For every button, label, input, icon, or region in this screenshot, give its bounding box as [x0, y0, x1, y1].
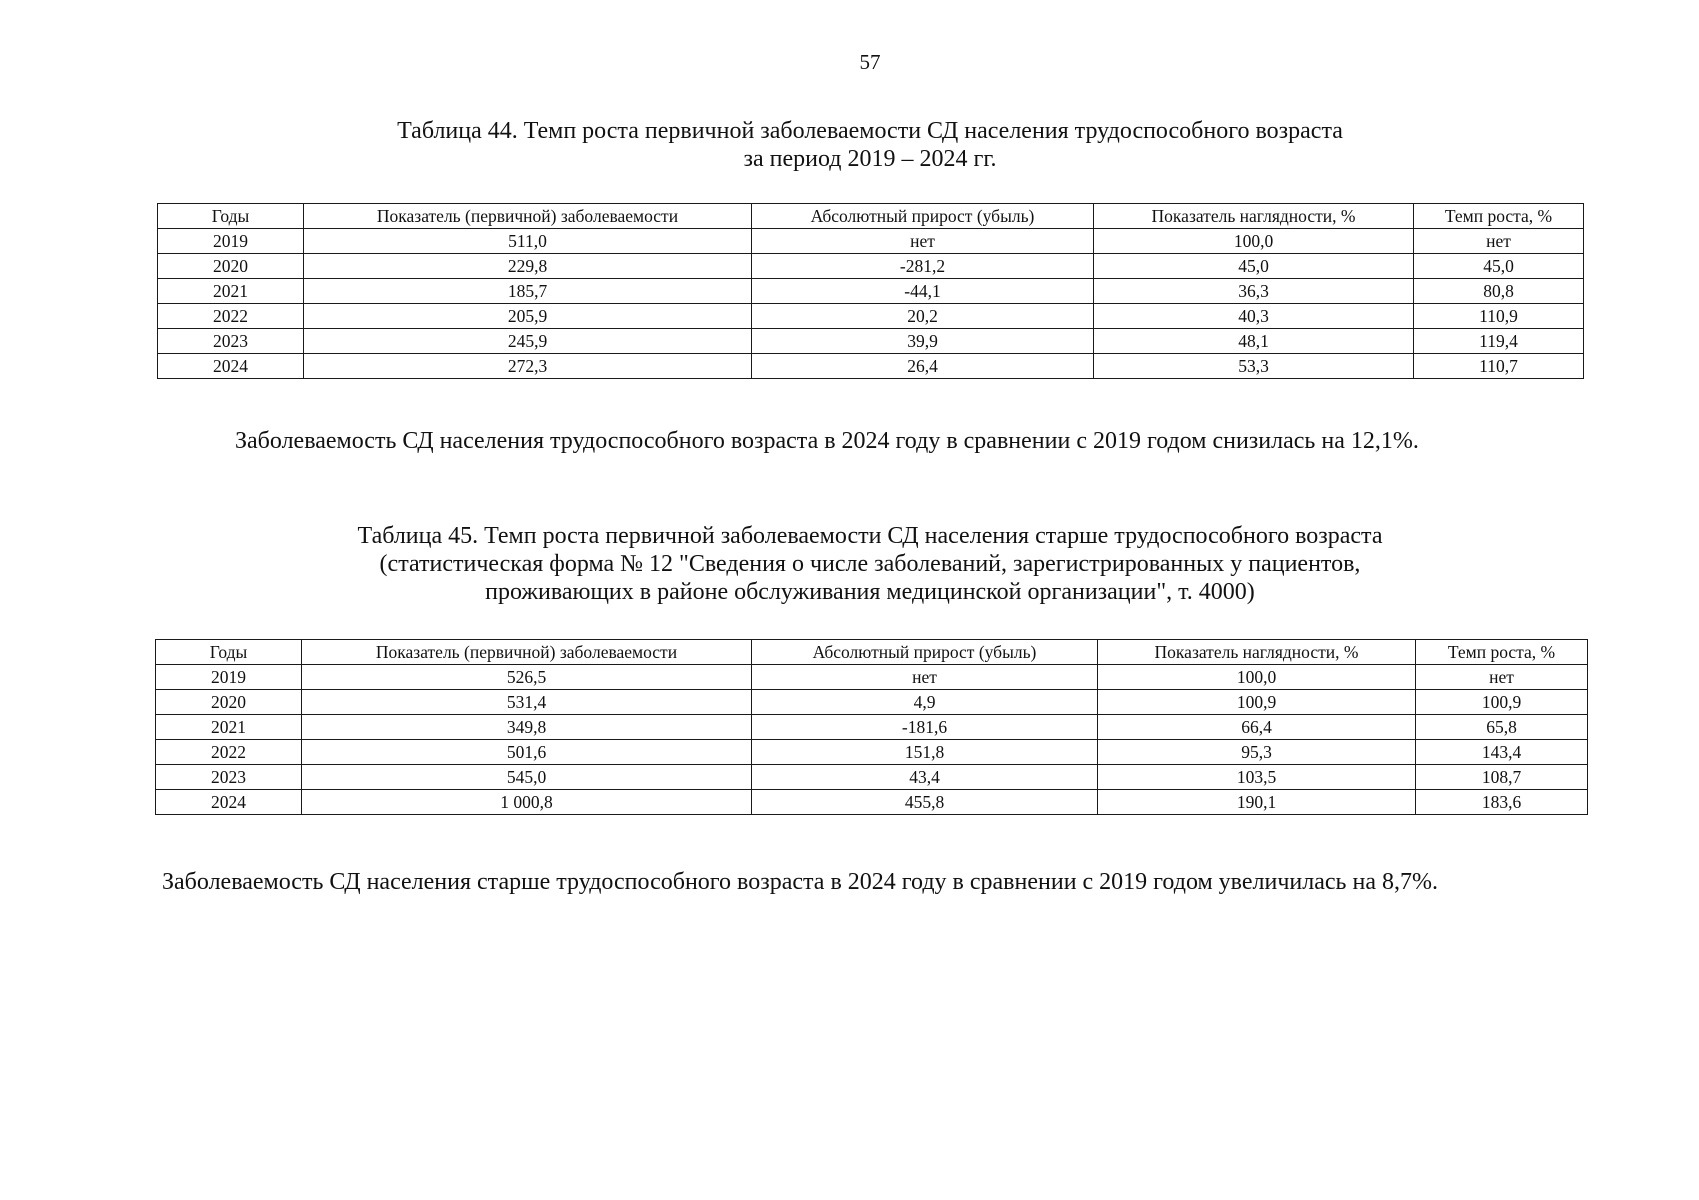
table-cell: 2020 — [156, 690, 302, 715]
table-cell: нет — [752, 665, 1098, 690]
table-cell: 2019 — [158, 229, 304, 254]
table-cell: 501,6 — [302, 740, 752, 765]
table-row — [158, 279, 1584, 304]
table-cell: 26,4 — [752, 354, 1094, 379]
table-cell: 2023 — [156, 765, 302, 790]
caption-line: (статистическая форма № 12 "Сведения о числе заболеваний, зарегистрированных у пациентов, — [379, 551, 1361, 577]
table-cell: 45,0 — [1094, 254, 1414, 279]
table-cell: 45,0 — [1414, 254, 1584, 279]
table-cell: -44,1 — [752, 279, 1094, 304]
table-row — [156, 740, 1588, 765]
table-cell: 80,8 — [1414, 279, 1584, 304]
table-cell: 65,8 — [1416, 715, 1588, 740]
table-cell: 66,4 — [1098, 715, 1416, 740]
table-cell: 100,9 — [1098, 690, 1416, 715]
table-cell: нет — [1416, 665, 1588, 690]
table-cell: 2024 — [158, 354, 304, 379]
caption-line: Таблица 44. Темп роста первичной заболеваемости СД населения трудоспособного возраста — [397, 118, 1343, 144]
table-cell: 100,9 — [1416, 690, 1588, 715]
table-row — [156, 665, 1588, 690]
column-header: Абсолютный прирост (убыль) — [752, 204, 1094, 229]
table-cell: 53,3 — [1094, 354, 1414, 379]
table-cell: 272,3 — [304, 354, 752, 379]
column-header: Годы — [156, 640, 302, 665]
table-header-row — [158, 204, 1584, 229]
caption-line: Таблица 45. Темп роста первичной заболеваемости СД населения старше трудоспособного возраста — [357, 523, 1383, 549]
table-cell: 20,2 — [752, 304, 1094, 329]
table-cell: 1 000,8 — [302, 790, 752, 815]
table-cell: 95,3 — [1098, 740, 1416, 765]
table-cell: 229,8 — [304, 254, 752, 279]
caption-line: проживающих в районе обслуживания медицинской организации", т. 4000) — [485, 579, 1255, 605]
table-45-summary: Заболеваемость СД населения старше трудоспособного возраста в 2024 году в сравнении с 2019 годом увеличилась на 8,7%. — [162, 869, 1438, 895]
table-row — [156, 790, 1588, 815]
table-row — [158, 354, 1584, 379]
table-cell: 110,9 — [1414, 304, 1584, 329]
table-cell: 2023 — [158, 329, 304, 354]
table-cell: 545,0 — [302, 765, 752, 790]
column-header: Темп роста, % — [1416, 640, 1588, 665]
table-cell: 2024 — [156, 790, 302, 815]
table-row — [156, 715, 1588, 740]
table-row — [156, 690, 1588, 715]
table-cell: 119,4 — [1414, 329, 1584, 354]
table-cell: 100,0 — [1094, 229, 1414, 254]
table-cell: 183,6 — [1416, 790, 1588, 815]
table-cell: 39,9 — [752, 329, 1094, 354]
table-cell: 245,9 — [304, 329, 752, 354]
table-cell: 40,3 — [1094, 304, 1414, 329]
table-cell: 43,4 — [752, 765, 1098, 790]
table-cell: -181,6 — [752, 715, 1098, 740]
table-cell: 2019 — [156, 665, 302, 690]
table-cell: 185,7 — [304, 279, 752, 304]
table-cell: 36,3 — [1094, 279, 1414, 304]
table-cell: 151,8 — [752, 740, 1098, 765]
caption-line: за период 2019 – 2024 гг. — [743, 146, 997, 172]
column-header: Показатель (первичной) заболеваемости — [304, 204, 752, 229]
table-44-caption — [0, 117, 1699, 173]
table-row — [158, 329, 1584, 354]
table-45-caption — [0, 522, 1699, 606]
table-row — [158, 304, 1584, 329]
column-header: Показатель (первичной) заболеваемости — [302, 640, 752, 665]
table-row — [158, 254, 1584, 279]
table-cell: нет — [1414, 229, 1584, 254]
table-44 — [157, 203, 1584, 379]
column-header: Показатель наглядности, % — [1098, 640, 1416, 665]
table-cell: 110,7 — [1414, 354, 1584, 379]
table-cell: нет — [752, 229, 1094, 254]
table-44-summary: Заболеваемость СД населения трудоспособного возраста в 2024 году в сравнении с 2019 годом снизилась на 12,1%. — [235, 428, 1419, 454]
table-cell: 2022 — [158, 304, 304, 329]
table-cell: 531,4 — [302, 690, 752, 715]
table-row — [156, 765, 1588, 790]
table-cell: -281,2 — [752, 254, 1094, 279]
table-cell: 100,0 — [1098, 665, 1416, 690]
table-cell: 103,5 — [1098, 765, 1416, 790]
page-number: 57 — [859, 50, 881, 74]
table-cell: 349,8 — [302, 715, 752, 740]
table-cell: 48,1 — [1094, 329, 1414, 354]
column-header: Абсолютный прирост (убыль) — [752, 640, 1098, 665]
table-header-row — [156, 640, 1588, 665]
column-header: Показатель наглядности, % — [1094, 204, 1414, 229]
column-header: Годы — [158, 204, 304, 229]
table-cell: 108,7 — [1416, 765, 1588, 790]
table-cell: 4,9 — [752, 690, 1098, 715]
table-cell: 511,0 — [304, 229, 752, 254]
table-cell: 190,1 — [1098, 790, 1416, 815]
table-cell: 2020 — [158, 254, 304, 279]
table-45 — [155, 639, 1588, 815]
column-header: Темп роста, % — [1414, 204, 1584, 229]
table-cell: 2021 — [158, 279, 304, 304]
table-cell: 205,9 — [304, 304, 752, 329]
table-cell: 2021 — [156, 715, 302, 740]
table-cell: 455,8 — [752, 790, 1098, 815]
table-cell: 2022 — [156, 740, 302, 765]
table-cell: 526,5 — [302, 665, 752, 690]
table-row — [158, 229, 1584, 254]
table-cell: 143,4 — [1416, 740, 1588, 765]
